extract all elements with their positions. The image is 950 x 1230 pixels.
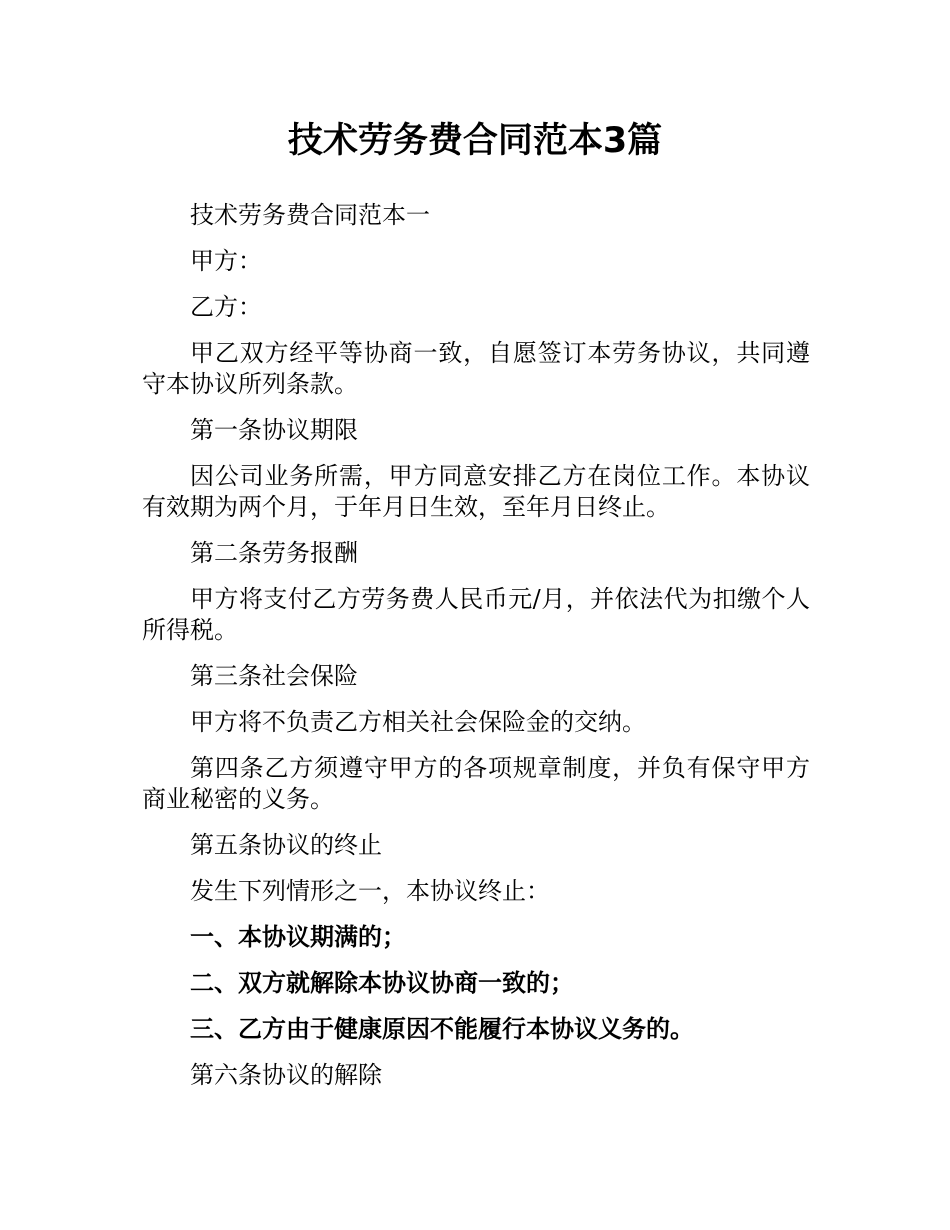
document-title: 技术劳务费合同范本3篇 [287,121,663,161]
paragraph: 甲方将不负责乙方相关社会保险金的交纳。 [190,708,646,736]
list-item: 二、双方就解除本协议协商一致的； [190,969,574,997]
list-item: 三、乙方由于健康原因不能履行本协议义务的。 [190,1015,694,1043]
paragraph: 第四条乙方须遵守甲方的各项规章制度，并负有保守甲方商业秘密的义务。 [142,754,810,813]
article-heading: 第三条社会保险 [190,662,358,690]
article-heading: 第二条劳务报酬 [190,539,358,567]
article-heading: 第一条协议期限 [190,416,358,444]
article-heading: 第五条协议的终止 [190,831,382,859]
paragraph: 发生下列情形之一，本协议终止： [190,877,550,905]
party-b-line: 乙方： [190,293,262,321]
paragraph: 甲乙双方经平等协商一致，自愿签订本劳务协议，共同遵守本协议所列条款。 [142,339,810,398]
section-heading: 技术劳务费合同范本一 [190,201,430,229]
article-heading: 第六条协议的解除 [190,1061,382,1089]
document-body [142,200,810,1106]
paragraph: 因公司业务所需，甲方同意安排乙方在岗位工作。本协议有效期为两个月，于年月日生效，至年月日终止。 [142,462,810,521]
party-a-line: 甲方： [190,247,262,275]
list-item: 一、本协议期满的； [190,923,406,951]
paragraph: 甲方将支付乙方劳务费人民币元/月，并依法代为扣缴个人所得税。 [142,585,810,644]
